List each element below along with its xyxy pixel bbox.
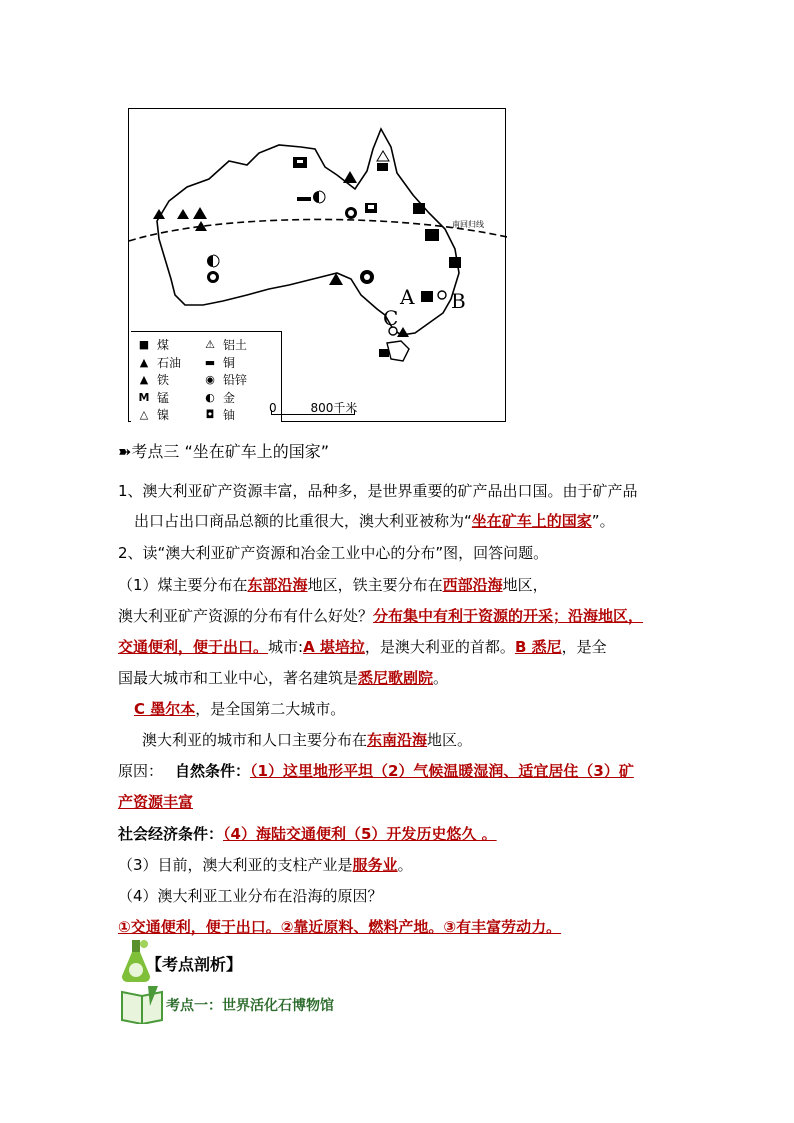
- legend-item: M 锰: [133, 389, 181, 407]
- tropic-of-capricorn-label: 南回归线: [452, 220, 484, 229]
- answer: 坐在矿车上的国家: [471, 512, 592, 530]
- coal-icon: ■: [138, 338, 150, 352]
- legend-item: ◉ 铅锌: [199, 371, 247, 389]
- answer: （1）这里地形平坦（2）气候温暖湿润、适宜居住（3）矿: [250, 762, 634, 780]
- answer: 西部沿海: [442, 576, 503, 594]
- q1-line2: 出口占出口商品总额的比重很大，澳大利亚被称为“坐在矿车上的国家”。: [134, 512, 615, 530]
- answer: B 悉尼: [514, 638, 562, 656]
- answer: 分布集中有利于资源的开采；沿海地区，: [373, 607, 644, 625]
- australia-mineral-map: [128, 108, 506, 422]
- q2-part2: 澳大利亚的城市和人口主要分布在东南沿海地区。: [142, 731, 473, 749]
- q2-part1: （1）煤主要分布在东部沿海地区，铁主要分布在西部沿海地区，: [118, 576, 548, 594]
- city-letter-a: A: [400, 285, 415, 309]
- legend-item: ⚠ 铝土: [199, 336, 247, 354]
- answer: 东部沿海: [247, 576, 308, 594]
- answer: 服务业: [352, 856, 398, 874]
- bauxite-icon: ⚠: [205, 338, 215, 352]
- scale-bar: [271, 410, 355, 415]
- legend-item: ▲ 铁: [133, 371, 181, 389]
- uranium-icon: ◘: [205, 408, 215, 422]
- oil-icon: ▲: [139, 355, 149, 369]
- map-legend: [131, 331, 282, 422]
- answer: A 堪培拉: [303, 638, 365, 656]
- legend-item: △ 镍: [133, 406, 181, 424]
- legend-col-right: [199, 336, 247, 424]
- legend-item: ◘ 铀: [199, 406, 247, 424]
- city-letter-c: C: [383, 306, 399, 330]
- q2-part4: （4）澳大利亚工业分布在沿海的原因？: [118, 887, 383, 905]
- q2-reason-line2: [118, 792, 698, 812]
- arrow-icon: ➽: [118, 442, 132, 461]
- answer: C 墨尔本: [134, 700, 196, 718]
- q2-intro: 2、读“澳大利亚矿产资源和冶金工业中心的分布”图，回答问题。: [118, 544, 549, 562]
- answer: 东南沿海: [367, 731, 428, 749]
- gold-icon: ◐: [205, 390, 215, 404]
- copper-icon: ▬: [204, 355, 216, 369]
- q2-part1-line2: 澳大利亚矿产资源的分布有什么好处？分布集中有利于资源的开采；沿海地区，: [118, 607, 644, 625]
- lead-zinc-icon: ◉: [205, 373, 215, 387]
- book-icon: [120, 984, 164, 1028]
- legend-item: ◐ 金: [199, 389, 247, 407]
- legend-item: ▲ 石油: [133, 354, 181, 372]
- q2-part4-answer: ①交通便利，便于出口。②靠近原料、燃料产地。③有丰富劳动力。: [118, 918, 562, 936]
- answer: 交通便利，便于出口。: [118, 638, 269, 656]
- answer: 产资源丰富: [118, 793, 194, 811]
- q2-part1-line5: C 墨尔本，是全国第二大城市。: [134, 700, 346, 718]
- city-letter-b: B: [451, 289, 466, 313]
- section-3-heading: [118, 442, 698, 462]
- analysis-header: 【考点剖析】: [146, 955, 243, 974]
- manganese-icon: M: [138, 390, 150, 404]
- answer: 悉尼歌剧院: [358, 669, 434, 687]
- legend-item: ■ 煤: [133, 336, 181, 354]
- nickel-icon: △: [139, 408, 149, 422]
- q2-reason: 原因： 自然条件：（1）这里地形平坦（2）气候温暖湿润、适宜居住（3）矿: [118, 762, 634, 780]
- section-3-title: 考点三 “坐在矿车上的国家”: [131, 442, 330, 461]
- legend-col-left: [133, 336, 181, 424]
- q2-social: 社会经济条件：（4）海陆交通便利（5）开发历史悠久 。: [118, 825, 497, 843]
- map-scale: 0 800千米: [269, 401, 358, 415]
- q2-part3: （3）目前，澳大利亚的支柱产业是服务业。: [118, 856, 413, 874]
- q2-part1-line3: 交通便利，便于出口。城市:A 堪培拉，是澳大利亚的首都。B 悉尼，是全: [118, 638, 607, 656]
- legend-item: ▬ 铜: [199, 354, 247, 372]
- answer: （4）海陆交通便利（5）开发历史悠久 。: [223, 825, 497, 843]
- q1-line1: 1、澳大利亚矿产资源丰富，品种多，是世界重要的矿产品出口国。由于矿产品: [118, 482, 638, 500]
- iron-icon: ▲: [139, 373, 149, 387]
- q2-part1-line4: 国最大城市和工业中心，著名建筑是悉尼歌剧院。: [118, 669, 449, 687]
- analysis-subheading: 考点一：世界活化石博物馆: [166, 998, 334, 1014]
